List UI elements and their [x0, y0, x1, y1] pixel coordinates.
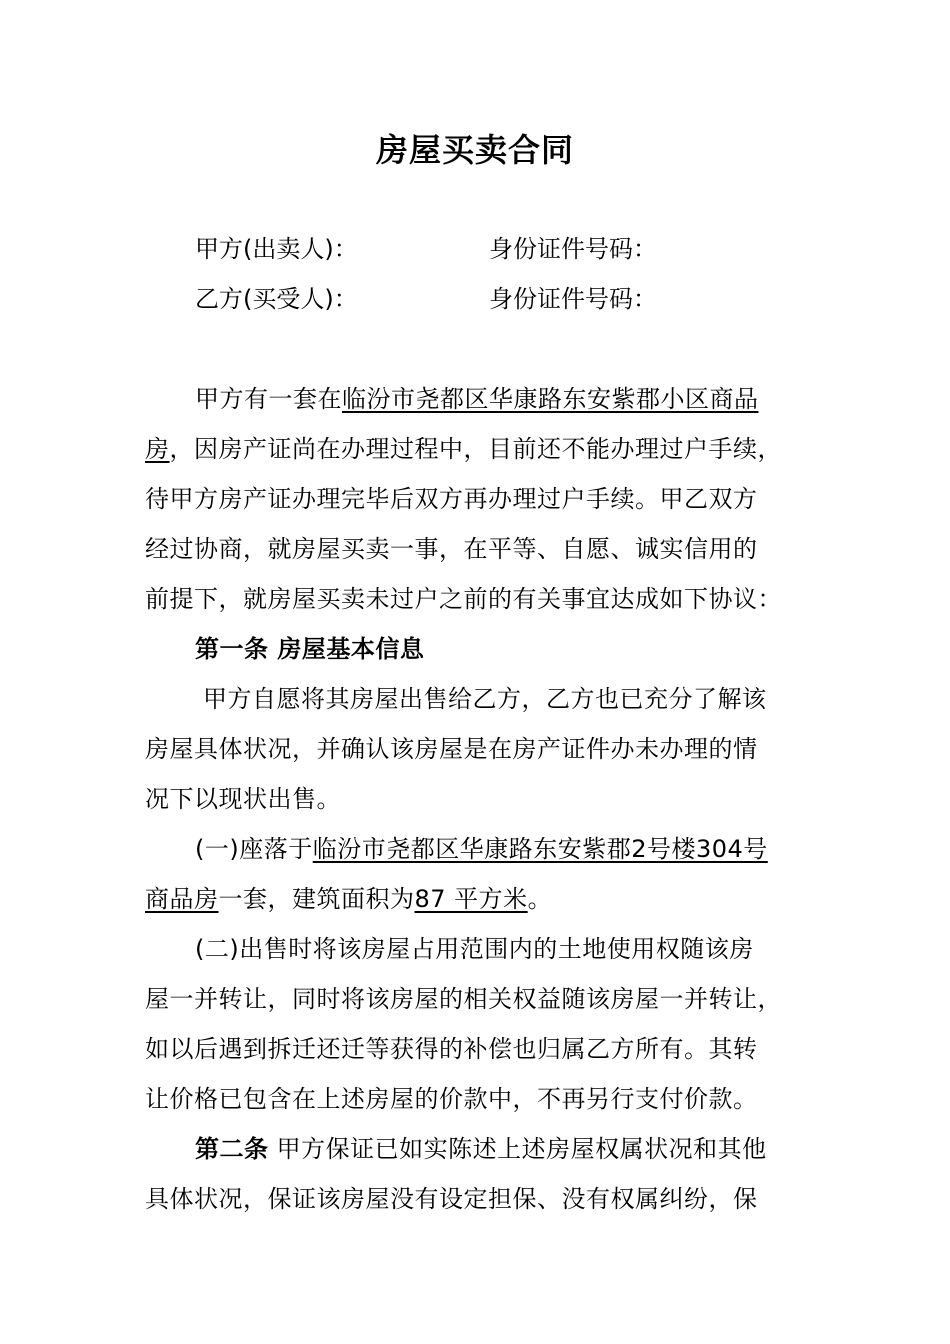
intro-text: 甲方有一套在 [195, 385, 342, 413]
intro-line-3: 待甲方房产证办理完毕后双方再办理过户手续。甲乙双方 [145, 485, 758, 513]
article-2-heading: 第二条 [195, 1135, 269, 1163]
seller-label: 甲方(出卖人)： [195, 235, 358, 263]
article-1-item-2-line-2: 屋一并转让，同时将该房屋的相关权益随该房屋一并转让， [145, 985, 782, 1013]
intro-line-2 [145, 432, 782, 466]
item-1-prefix: (一)座落于 [195, 835, 313, 863]
article-1-item-1-line-1 [195, 832, 768, 866]
article-2-line-1 [195, 1132, 767, 1166]
article-1-item-1-line-2 [145, 882, 552, 916]
item-1-period: 。 [527, 885, 553, 913]
intro-line-1 [195, 382, 759, 416]
intro-text: ，因房产证尚在办理过程中，目前还不能办理过户手续， [169, 435, 782, 463]
property-location-underlined: 临汾市尧都区华康路东安紫郡小区商品 [342, 385, 759, 413]
article-1-item-2-line-1: (二)出售时将该房屋占用范围内的土地使用权随该房 [195, 935, 754, 963]
article-1-para-line-2: 房屋具体状况，并确认该房屋是在房产证件办未办理的情 [145, 735, 758, 763]
article-1-item-2-line-4: 让价格已包含在上述房屋的价款中，不再另行支付价款。 [145, 1085, 758, 1113]
intro-line-5: 前提下，就房屋买卖未过户之前的有关事宜达成如下协议： [145, 585, 782, 613]
article-1-para-line-3: 况下以现状出售。 [145, 785, 341, 813]
article-2-line-2: 具体状况，保证该房屋没有设定担保、没有权属纠纷，保 [145, 1185, 758, 1213]
article-1-heading: 第一条 房屋基本信息 [195, 635, 425, 663]
item-1-type-underlined: 商品房 [145, 885, 219, 913]
item-1-area-text: 一套，建筑面积为 [218, 885, 415, 913]
buyer-label: 乙方(买受人)： [195, 285, 358, 313]
article-1-item-2-line-3: 如以后遇到拆迁还迁等获得的补偿也归属乙方所有。其转 [145, 1035, 758, 1063]
article-2-text: 甲方保证已如实陈述上述房屋权属状况和其他 [268, 1135, 767, 1163]
property-location-underlined-end: 房 [145, 435, 170, 463]
intro-line-4: 经过协商，就房屋买卖一事，在平等、自愿、诚实信用的 [145, 535, 758, 563]
item-1-area-underlined: 87 平方米 [414, 885, 528, 913]
buyer-id-label: 身份证件号码： [489, 285, 657, 313]
item-1-address-underlined: 临汾市尧都区华康路东安紫郡2号楼304号 [312, 835, 768, 863]
article-1-para-line-1: 甲方自愿将其房屋出售给乙方，乙方也已充分了解该 [203, 685, 767, 713]
document-title: 房屋买卖合同 [375, 131, 574, 169]
seller-id-label: 身份证件号码： [489, 235, 657, 263]
